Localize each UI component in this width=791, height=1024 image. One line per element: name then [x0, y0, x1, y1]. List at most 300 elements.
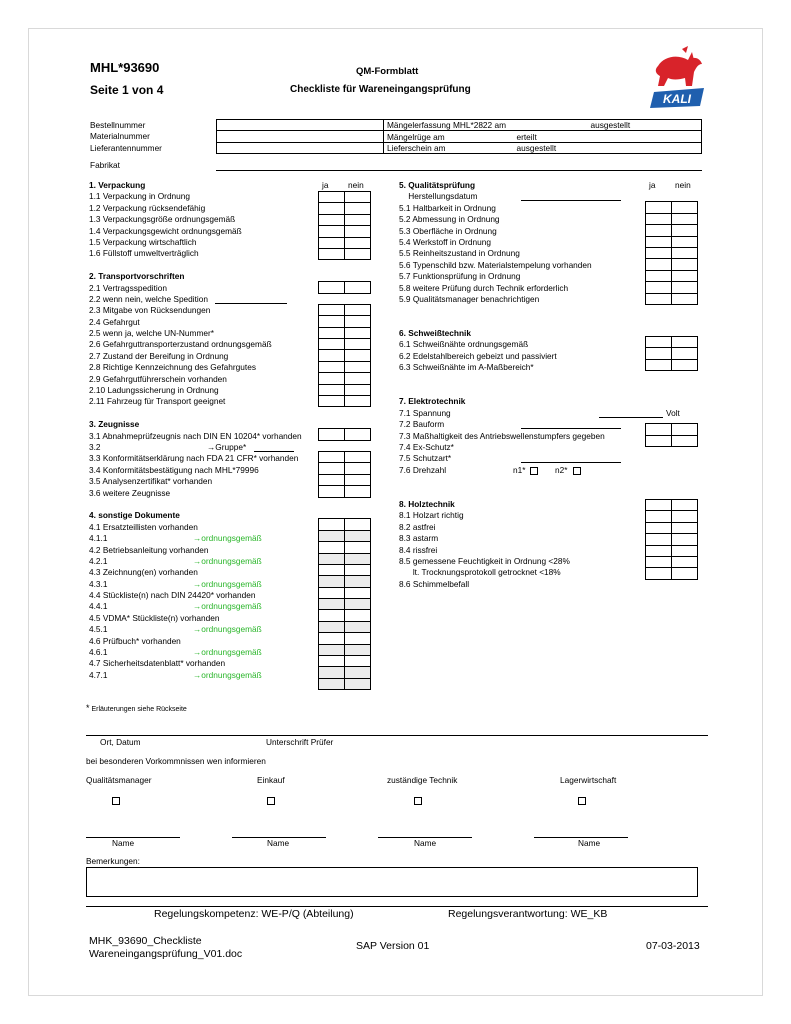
item-label: 3.2 — [89, 441, 101, 452]
nein-cell[interactable] — [345, 429, 371, 440]
checkbox-row — [319, 678, 371, 689]
nein-header: nein — [348, 180, 364, 190]
ja-cell[interactable] — [646, 348, 672, 359]
empty-cell — [646, 392, 672, 402]
nein-cell[interactable] — [672, 293, 698, 304]
checkbox-row — [646, 337, 698, 348]
n2-checkbox[interactable] — [573, 467, 581, 475]
checkbox-row — [319, 587, 371, 598]
checkbox-row — [646, 315, 698, 325]
nein-cell[interactable] — [345, 463, 371, 474]
item-label: 5.7 Funktionsprüfung in Ordnung — [399, 271, 521, 282]
ja-cell[interactable] — [646, 534, 672, 545]
nein-header: nein — [675, 180, 691, 190]
empty-cell — [319, 418, 345, 429]
nein-cell[interactable] — [672, 282, 698, 293]
checkbox-row — [646, 511, 698, 522]
checkbox-row — [646, 446, 698, 457]
item-label: 2.9 Gefahrgutführerschein vorhanden — [89, 373, 227, 384]
checkbox-row — [646, 270, 698, 281]
item-label: 1.3 Verpackungsgröße ordnungsgemäß — [89, 214, 236, 225]
ja-cell[interactable] — [319, 656, 345, 667]
empty-cell — [345, 407, 371, 418]
checkbox-row — [319, 486, 371, 497]
empty-cell — [672, 371, 698, 382]
item-label: 2.10 Ladungssicherung in Ordnung — [89, 385, 219, 396]
item-label: 8.5 gemessene Feuchtigkeit in Ordnung <28% — [399, 555, 570, 566]
ja-cell[interactable] — [646, 435, 672, 446]
nein-cell[interactable] — [345, 350, 371, 361]
checkbox-row — [319, 519, 371, 530]
nein-cell[interactable] — [672, 247, 698, 258]
checkbox-quality-manager[interactable] — [112, 797, 120, 805]
ja-cell[interactable] — [319, 203, 345, 214]
ja-cell[interactable] — [319, 226, 345, 237]
item-label: 7.4 Ex-Schutz* — [399, 441, 454, 452]
empty-cell — [672, 315, 698, 325]
checkbox-row — [319, 396, 371, 407]
ja-cell[interactable] — [319, 553, 345, 564]
checkbox-row — [319, 304, 371, 315]
ja-cell[interactable] — [319, 530, 345, 541]
nein-cell[interactable] — [345, 530, 371, 541]
item-label: Herstellungsdatum — [399, 191, 478, 202]
ja-cell[interactable] — [646, 270, 672, 281]
checkbox-purchasing[interactable] — [267, 797, 275, 805]
checkbox-row — [646, 191, 698, 202]
item-label: 4.1.1 — [89, 533, 108, 544]
ja-cell[interactable] — [319, 667, 345, 678]
empty-cell — [672, 402, 698, 412]
empty-cell — [345, 440, 371, 451]
ja-cell[interactable] — [646, 359, 672, 370]
ordnungsgemaess-note: →ordnungsgemäß — [193, 578, 262, 589]
item-label: 3. Zeugnisse — [89, 419, 140, 430]
checkbox-row — [646, 534, 698, 545]
checkbox-row — [319, 407, 371, 418]
ja-cell[interactable] — [319, 644, 345, 655]
checkbox-row — [319, 429, 371, 440]
checkbox-row — [646, 457, 698, 467]
nein-cell[interactable] — [345, 327, 371, 338]
checkbox-row — [319, 192, 371, 203]
item-label: 4.6.1 — [89, 647, 108, 658]
checkbox-row — [319, 260, 371, 271]
nein-cell[interactable] — [345, 192, 371, 203]
empty-cell — [646, 326, 672, 337]
footnote: * Erläuterungen siehe Rückseite — [86, 703, 187, 713]
nein-cell[interactable] — [345, 633, 371, 644]
checkbox-row — [319, 633, 371, 644]
item-label: 1.2 Verpackung rücksendefähig — [89, 202, 206, 213]
order-number-field[interactable] — [217, 120, 384, 131]
ja-cell[interactable] — [319, 564, 345, 575]
nein-cell[interactable] — [672, 424, 698, 435]
checkbox-row — [646, 259, 698, 270]
checkbox-row — [646, 359, 698, 370]
ja-cell[interactable] — [319, 339, 345, 350]
checkbox-row — [646, 348, 698, 359]
item-label: 6.2 Edelstahlbereich gebeizt und passiviert — [399, 350, 557, 361]
ja-cell[interactable] — [319, 621, 345, 632]
section-heading — [399, 180, 709, 191]
ja-cell[interactable] — [646, 511, 672, 522]
item-label: 7.5 Schutzart* — [399, 453, 452, 464]
ja-cell[interactable] — [319, 248, 345, 259]
doc-number: MHL*93690 — [90, 60, 160, 75]
item-label: 1. Verpackung — [89, 180, 146, 190]
checkbox-row — [319, 339, 371, 350]
checkbox-row — [646, 545, 698, 556]
ja-cell[interactable] — [319, 463, 345, 474]
nein-cell[interactable] — [345, 564, 371, 575]
n1-label: n1* — [513, 464, 526, 475]
item-label: 2.8 Richtige Kennzeichnung des Gefahrgutes — [89, 362, 256, 373]
logo-text: KALI — [663, 92, 691, 106]
empty-cell — [672, 413, 698, 424]
ja-cell[interactable] — [319, 542, 345, 553]
nein-cell[interactable] — [672, 348, 698, 359]
nein-cell[interactable] — [345, 361, 371, 372]
item-label: 5.6 Typenschild bzw. Materialstempelung vorhanden — [399, 259, 592, 270]
checkbox-row — [646, 392, 698, 402]
item-label: 7.2 Bauform — [399, 419, 445, 430]
nein-cell[interactable] — [345, 610, 371, 621]
ja-cell[interactable] — [646, 247, 672, 258]
fill-line[interactable] — [254, 451, 294, 452]
footer-version: SAP Version 01 — [356, 940, 430, 952]
ja-cell[interactable] — [319, 587, 345, 598]
supplier-number-field[interactable] — [217, 142, 384, 153]
ja-cell[interactable] — [646, 259, 672, 270]
checkbox-row — [646, 202, 698, 213]
checkbox-row — [319, 248, 371, 259]
nein-cell[interactable] — [672, 270, 698, 281]
nein-cell[interactable] — [345, 519, 371, 530]
ja-cell[interactable] — [319, 361, 345, 372]
nein-cell[interactable] — [672, 511, 698, 522]
nein-cell[interactable] — [345, 599, 371, 610]
item-label: 7. Elektrotechnik — [399, 396, 466, 407]
nein-cell[interactable] — [672, 499, 698, 510]
ja-cell[interactable] — [646, 568, 672, 579]
checkbox-row — [319, 327, 371, 338]
nein-cell[interactable] — [345, 304, 371, 315]
item-label: 4.6 Prüfbuch* vorhanden — [89, 635, 181, 646]
checkbox-row — [319, 203, 371, 214]
role-warehouse: Lagerwirtschaft — [560, 775, 617, 785]
nein-cell[interactable] — [345, 214, 371, 225]
nein-cell[interactable] — [672, 213, 698, 224]
fill-line[interactable] — [521, 462, 621, 463]
checkbox-row — [646, 489, 698, 500]
item-label: 4.2 Betriebsanleitung vorhanden — [89, 544, 209, 555]
ja-cell[interactable] — [319, 384, 345, 395]
item-label: 3.3 Konformitätserklärung nach FDA 21 CFR* vorhanden — [89, 453, 299, 464]
item-label: 5.8 weitere Prüfung durch Technik erforderlich — [399, 282, 569, 293]
nein-cell[interactable] — [345, 667, 371, 678]
delivery-note-field[interactable]: Lieferschein am ausgestellt — [384, 142, 702, 153]
empty-cell — [319, 260, 345, 271]
nein-cell[interactable] — [345, 576, 371, 587]
group-note: →Gruppe* — [207, 441, 247, 452]
checkbox-row — [319, 271, 371, 282]
nein-cell[interactable] — [345, 474, 371, 485]
nein-cell[interactable] — [345, 248, 371, 259]
empty-cell — [646, 402, 672, 412]
checkbox-row — [319, 418, 371, 429]
checkbox-row — [646, 468, 698, 478]
nein-cell[interactable] — [672, 259, 698, 270]
checkbox-row — [319, 361, 371, 372]
form-title: Checkliste für Wareneingangsprüfung — [290, 84, 471, 95]
empty-cell — [646, 304, 672, 315]
ja-cell[interactable] — [319, 282, 345, 293]
info-labels-left — [90, 120, 162, 154]
item-label: 4.5.1 — [89, 624, 108, 635]
ja-cell[interactable] — [319, 214, 345, 225]
checkbox-row — [319, 293, 371, 304]
item-label: 6.3 Schweißnähte im A-Maßbereich* — [399, 362, 534, 373]
responsibility-text: Regelungsverantwortung: WE_KB — [448, 908, 608, 920]
ja-cell[interactable] — [319, 396, 345, 407]
nein-cell[interactable] — [345, 396, 371, 407]
nein-cell[interactable] — [672, 202, 698, 213]
ordnungsgemaess-note: →ordnungsgemäß — [193, 669, 262, 680]
item-label: 5.2 Abmessung in Ordnung — [399, 214, 500, 225]
ja-cell[interactable] — [319, 519, 345, 530]
role-quality-manager: Qualitätsmanager — [86, 775, 152, 785]
role-purchasing: Einkauf — [257, 775, 285, 785]
info-order-number-label: Bestellnummer — [90, 120, 146, 130]
ja-cell[interactable] — [319, 304, 345, 315]
ja-cell[interactable] — [319, 678, 345, 689]
nein-cell[interactable] — [672, 435, 698, 446]
item-label: 2.2 wenn nein, welche Spedition — [89, 293, 209, 304]
item-label: 6.1 Schweißnähte ordnungsgemäß — [399, 339, 529, 350]
name-label-4: Name — [578, 838, 601, 848]
ja-cell[interactable] — [319, 316, 345, 327]
checkbox-row — [319, 474, 371, 485]
fabrikat-label: Fabrikat — [90, 160, 120, 170]
n1-checkbox[interactable] — [530, 467, 538, 475]
nein-cell[interactable] — [345, 656, 371, 667]
right-checkbox-grid — [645, 191, 698, 580]
ja-cell[interactable] — [319, 192, 345, 203]
item-label: 4.5 VDMA* Stückliste(n) vorhanden — [89, 612, 220, 623]
nein-cell[interactable] — [672, 337, 698, 348]
checkbox-row — [319, 316, 371, 327]
ja-cell[interactable] — [319, 633, 345, 644]
item-label: 2.6 Gefahrguttransporterzustand ordnungsgemäß — [89, 339, 272, 350]
ja-cell[interactable] — [319, 373, 345, 384]
empty-cell — [672, 457, 698, 467]
remarks-box[interactable] — [86, 867, 698, 897]
role-technical: zuständige Technik — [387, 775, 458, 785]
empty-cell — [345, 293, 371, 304]
signature-label: Unterschrift Prüfer — [266, 737, 334, 747]
ja-cell[interactable] — [646, 337, 672, 348]
item-label: 2.1 Vertragsspedition — [89, 282, 167, 293]
ja-cell[interactable] — [319, 451, 345, 462]
nein-cell[interactable] — [345, 644, 371, 655]
inform-label: bei besonderen Vorkommnissen wen informieren — [86, 756, 266, 766]
item-label: 5.3 Oberfläche in Ordnung — [399, 225, 497, 236]
ja-cell[interactable] — [646, 424, 672, 435]
checkbox-row — [646, 304, 698, 315]
checkbox-row — [319, 599, 371, 610]
nein-cell[interactable] — [345, 553, 371, 564]
item-label: 2. Transportvorschriften — [89, 271, 185, 282]
nein-cell[interactable] — [672, 556, 698, 567]
ja-cell[interactable] — [319, 576, 345, 587]
info-material-number-label: Materialnummer — [90, 131, 150, 142]
ja-cell[interactable] — [319, 610, 345, 621]
volt-unit: Volt — [666, 407, 680, 418]
empty-cell — [672, 382, 698, 392]
checkbox-row — [646, 402, 698, 412]
nein-cell[interactable] — [345, 451, 371, 462]
checkbox-row — [646, 371, 698, 382]
nein-cell[interactable] — [345, 282, 371, 293]
empty-cell — [345, 497, 371, 508]
item-label: 4.4 Stückliste(n) nach DIN 24420* vorhanden — [89, 590, 256, 601]
empty-cell — [646, 446, 672, 457]
ja-cell[interactable] — [319, 237, 345, 248]
ordnungsgemaess-note: →ordnungsgemäß — [193, 647, 262, 658]
checkbox-row — [646, 568, 698, 579]
nein-cell[interactable] — [345, 542, 371, 553]
item-label: 7.1 Spannung — [399, 407, 451, 418]
competence-text: Regelungskompetenz: WE-P/Q (Abteilung) — [154, 908, 354, 920]
empty-cell — [646, 489, 672, 500]
name-label-1: Name — [112, 838, 135, 848]
empty-cell — [672, 478, 698, 488]
ja-cell[interactable] — [646, 202, 672, 213]
ja-cell[interactable] — [646, 499, 672, 510]
nein-cell[interactable] — [345, 339, 371, 350]
ja-cell[interactable] — [646, 293, 672, 304]
checkbox-row — [319, 237, 371, 248]
item-label: 1.1 Verpackung in Ordnung — [89, 191, 191, 202]
checkbox-technical[interactable] — [414, 797, 422, 805]
material-number-field[interactable] — [217, 131, 384, 142]
kali-logo — [648, 46, 706, 110]
ja-cell[interactable] — [319, 599, 345, 610]
fill-line[interactable] — [521, 200, 621, 201]
fill-line[interactable] — [215, 303, 287, 304]
nein-cell[interactable] — [345, 587, 371, 598]
checkbox-row — [319, 610, 371, 621]
empty-cell — [646, 315, 672, 325]
checkbox-row — [646, 282, 698, 293]
nein-cell[interactable] — [345, 678, 371, 689]
ja-cell[interactable] — [646, 522, 672, 533]
nein-cell[interactable] — [345, 486, 371, 497]
item-label: 8.1 Holzart richtig — [399, 510, 464, 521]
empty-cell — [646, 191, 672, 202]
checkbox-row — [646, 556, 698, 567]
item-label: 3.1 Abnahmeprüfzeugnis nach DIN EN 10204* vorhanden — [89, 430, 302, 441]
nein-cell[interactable] — [345, 373, 371, 384]
item-label: 4.7 Sicherheitsdatenblatt* vorhanden — [89, 658, 226, 669]
nein-cell[interactable] — [345, 203, 371, 214]
empty-cell — [345, 418, 371, 429]
ja-cell[interactable] — [646, 282, 672, 293]
info-supplier-number-label: Lieferantennummer — [90, 142, 162, 153]
ja-cell[interactable] — [319, 486, 345, 497]
checkbox-row — [646, 413, 698, 424]
ordnungsgemaess-note: →ordnungsgemäß — [193, 555, 262, 566]
empty-cell — [646, 468, 672, 478]
checkbox-warehouse[interactable] — [578, 797, 586, 805]
nein-cell[interactable] — [345, 621, 371, 632]
nein-cell[interactable] — [672, 545, 698, 556]
nein-cell[interactable] — [672, 359, 698, 370]
ja-cell[interactable] — [646, 556, 672, 567]
footer-filename: MHK_93690_Checkliste Wareneingangsprüfung_V01.doc — [89, 935, 243, 960]
ja-cell[interactable] — [646, 545, 672, 556]
item-label: 3.4 Konformitätsbestätigung nach MHL*79996 — [89, 464, 259, 475]
ja-cell[interactable] — [646, 225, 672, 236]
nein-cell[interactable] — [345, 384, 371, 395]
checkbox-row — [646, 225, 698, 236]
nein-cell[interactable] — [345, 237, 371, 248]
fill-line[interactable] — [521, 428, 621, 429]
checkbox-row — [319, 576, 371, 587]
checkbox-row — [646, 247, 698, 258]
name-label-3: Name — [414, 838, 437, 848]
ja-cell[interactable] — [646, 213, 672, 224]
checkbox-row — [646, 213, 698, 224]
empty-cell — [319, 293, 345, 304]
checkbox-row — [319, 553, 371, 564]
n2-label: n2* — [555, 464, 568, 475]
item-label: 1.4 Verpackungsgewicht ordnungsgemäß — [89, 225, 242, 236]
nein-cell[interactable] — [672, 522, 698, 533]
item-label: 8.6 Schimmelbefall — [399, 578, 470, 589]
empty-cell — [672, 326, 698, 337]
nein-cell[interactable] — [672, 236, 698, 247]
ja-cell[interactable] — [319, 429, 345, 440]
ja-cell[interactable] — [319, 350, 345, 361]
ordnungsgemaess-note: →ordnungsgemäß — [193, 624, 262, 635]
nein-cell[interactable] — [672, 568, 698, 579]
nein-cell[interactable] — [672, 534, 698, 545]
nein-cell[interactable] — [345, 226, 371, 237]
ja-cell[interactable] — [319, 327, 345, 338]
checkbox-row — [646, 424, 698, 435]
defect-record-field[interactable]: Mängelerfassung MHL*2822 am ausgestellt — [384, 120, 702, 131]
ja-header: ja — [322, 180, 329, 190]
item-label: 8.4 rissfrei — [399, 544, 438, 555]
complaint-field[interactable]: Mängelrüge am erteilt — [384, 131, 702, 142]
nein-cell[interactable] — [345, 316, 371, 327]
checkbox-row — [319, 497, 371, 508]
checkbox-row — [319, 282, 371, 293]
checkbox-row — [319, 542, 371, 553]
checkbox-row — [319, 463, 371, 474]
nein-cell[interactable] — [672, 225, 698, 236]
item-label: 7.3 Maßhaltigkeit des Antriebswellenstumpfers gegeben — [399, 430, 605, 441]
empty-cell — [672, 304, 698, 315]
ja-cell[interactable] — [319, 474, 345, 485]
item-label: 8.3 astarm — [399, 533, 439, 544]
item-label: 4.2.1 — [89, 555, 108, 566]
checkbox-row — [319, 530, 371, 541]
ja-cell[interactable] — [646, 236, 672, 247]
competence-line — [86, 906, 708, 907]
